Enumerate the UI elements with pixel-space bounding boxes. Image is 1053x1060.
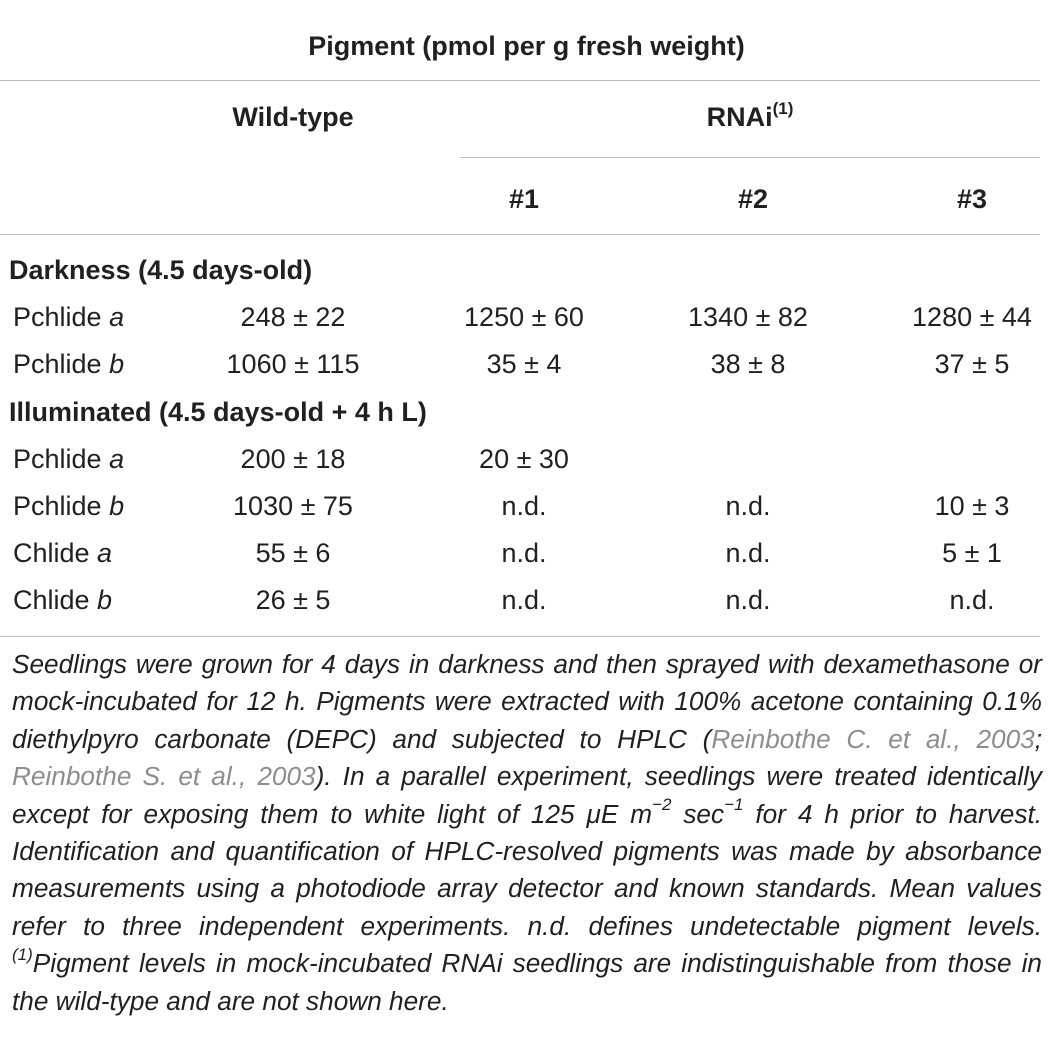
footnote-mark: (1) [12,944,33,964]
rnai-footnote-mark: (1) [772,99,794,118]
table-cell-rnai-2: n.d. [725,491,771,521]
column-header-rnai-1: #1 [508,184,540,214]
table-row-label: Pchlide b [13,491,125,521]
table-cell-rnai-1: n.d. [501,491,547,521]
group-label-darkness: Darkness (4.5 days-old) [9,255,313,285]
table-cell-rnai-1: 20 ± 30 [479,444,569,474]
table-cell-rnai-3: 10 ± 3 [934,491,1010,521]
table-title: Pigment (pmol per g fresh weight) [308,31,745,61]
table-cell-wildtype: 26 ± 5 [255,585,331,615]
table-cell-rnai-1: n.d. [501,585,547,615]
table-row-label: Pchlide a [13,444,125,474]
rule-under-rnai [460,157,1040,158]
column-header-rnai-3: #3 [956,184,988,214]
column-header-rnai-2: #2 [737,184,769,214]
group-label-illuminated: Illuminated (4.5 days-old + 4 h L) [9,397,427,427]
rnai-label: RNAi [706,102,773,132]
table-cell-wildtype: 200 ± 18 [240,444,346,474]
table-cell-rnai-2: n.d. [725,538,771,568]
table-cell-wildtype: 1030 ± 75 [233,491,353,521]
table-cell-rnai-1: 1250 ± 60 [464,302,584,332]
table-row-label: Pchlide b [13,349,125,379]
table-cell-rnai-3: 5 ± 1 [942,538,1002,568]
column-header-rnai [600,101,900,133]
table-cell-rnai-3: 37 ± 5 [934,349,1010,379]
rule-under-title [0,80,1040,81]
column-header-wildtype: Wild-type [232,102,354,132]
table-row-label: Pchlide a [13,302,125,332]
table-cell-rnai-3: n.d. [949,585,995,615]
table-cell-rnai-1: 35 ± 4 [486,349,562,379]
table-cell-rnai-2: 1340 ± 82 [688,302,808,332]
reference-link-reinbothe-c[interactable]: Reinbothe C. et al., 2003 [711,723,1035,754]
table-cell-rnai-3: 1280 ± 44 [912,302,1032,332]
rule-above-footnote [0,636,1040,637]
table-cell-wildtype: 55 ± 6 [255,538,331,568]
table-footnote: Seedlings were grown for 4 days in darkness and then sprayed with dexamethasone or mock-incubated for 12 h. Pigments were extracted with 100% acetone containing 0.1% diethylpyro carbonate (DEPC) and subjected to HPLC (Reinbothe C. et al., 2003; Reinbothe S. et al., 2003). In a parallel experiment, seedlings were treated identically except for exposing them to white light of 125 μE $m^{-2}$ $\sec^{-1}$ for 4 h prior to harvest. Identification and quantification of HPLC-resolved pigments was made by absorbance measurements using a photodiode array detector and known standards. Mean values refer to three independent experiments. n.d. defines undetectable pigment levels. $^{(1)}$Pigment levels in mock-incubated RNAi seedlings are indistinguishable from those in the wild-type and are not shown here. [12,649,1043,1016]
table-cell-wildtype: 248 ± 22 [240,302,346,332]
reference-link-reinbothe-s[interactable]: Reinbothe S. et al., 2003 [12,761,316,792]
rule-under-header [0,234,1040,235]
table-cell-wildtype: 1060 ± 115 [226,349,360,379]
table-row-label: Chlide a [13,538,113,568]
table-row-label: Chlide b [13,585,113,615]
table-cell-rnai-1: n.d. [501,538,547,568]
table-cell-rnai-2: n.d. [725,585,771,615]
table-cell-rnai-2: 38 ± 8 [710,349,786,379]
